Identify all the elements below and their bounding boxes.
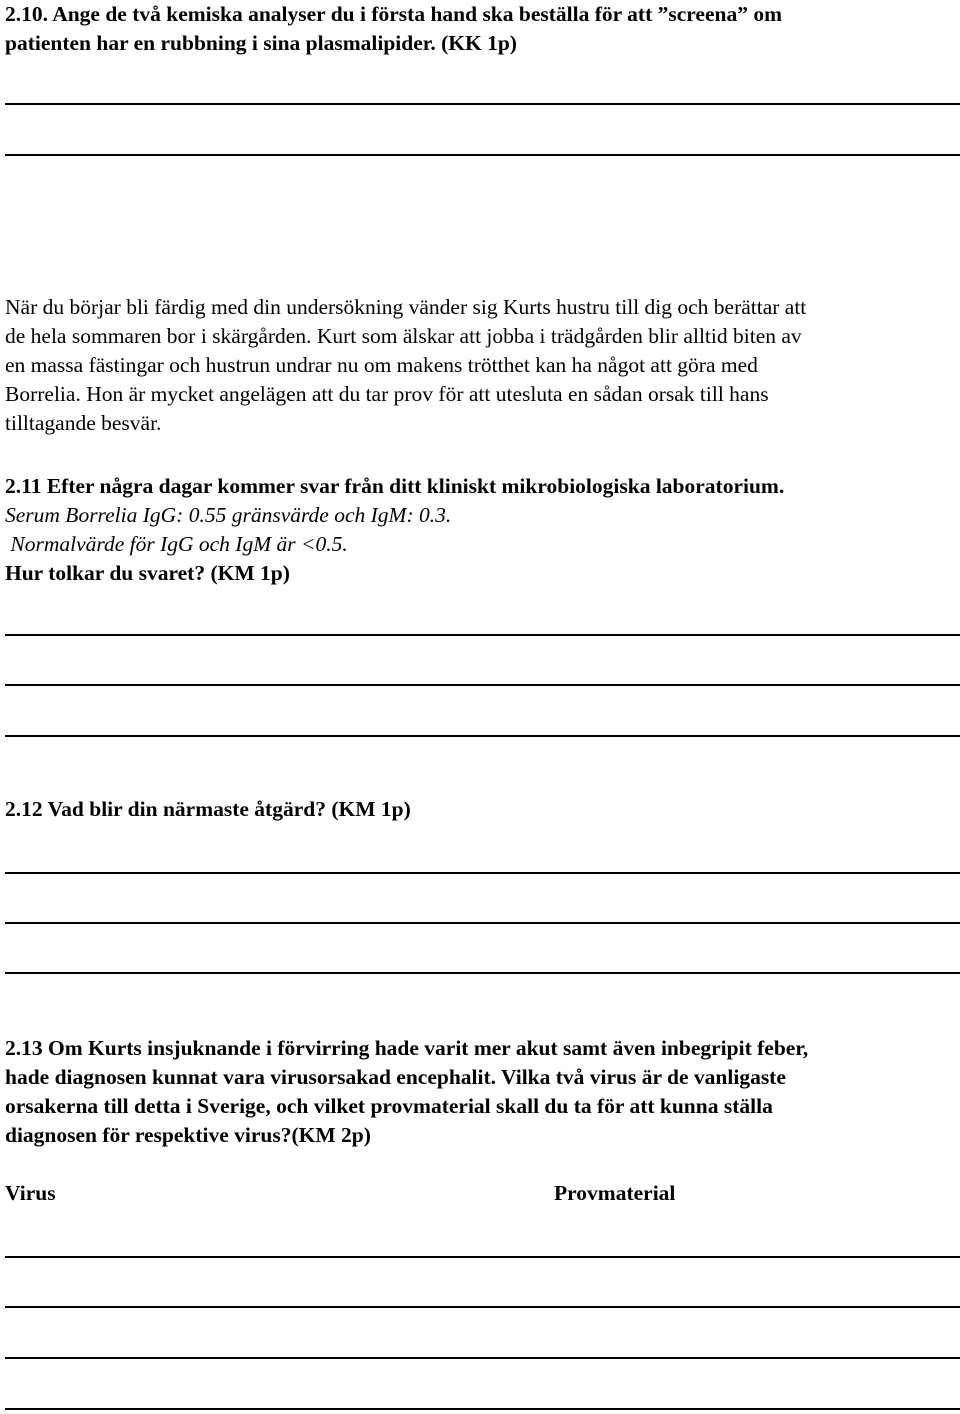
answer-line-2-13-4[interactable] bbox=[5, 1408, 960, 1410]
answer-line-2-10-2[interactable] bbox=[5, 154, 960, 156]
answer-line-2-13-1[interactable] bbox=[5, 1256, 960, 1258]
scenario-line: tilltagande besvär. bbox=[5, 411, 162, 435]
scenario-line: de hela sommaren bor i skärgården. Kurt som älskar att jobba i trädgården blir alltid biten av bbox=[5, 324, 802, 348]
question-2-13-line: 2.13 Om Kurts insjuknande i förvirring hade varit mer akut samt även inbegripit feber, bbox=[5, 1036, 809, 1060]
answer-line-2-12-3[interactable] bbox=[5, 972, 960, 974]
answer-line-2-12-2[interactable] bbox=[5, 922, 960, 924]
answer-line-2-13-2[interactable] bbox=[5, 1306, 960, 1308]
lab-result: Serum Borrelia IgG: 0.55 gränsvärde och IgM: 0.3. bbox=[5, 503, 452, 527]
scenario-paragraph bbox=[5, 293, 955, 438]
answer-line-2-13-3[interactable] bbox=[5, 1357, 960, 1359]
answer-line-2-12-1[interactable] bbox=[5, 872, 960, 874]
answer-line-2-10-1[interactable] bbox=[5, 103, 960, 105]
question-2-11-question: Hur tolkar du svaret? (KM 1p) bbox=[5, 561, 290, 585]
question-2-13 bbox=[5, 1034, 955, 1150]
question-2-11-heading: 2.11 Efter några dagar kommer svar från ditt kliniskt mikrobiologiska laboratorium. bbox=[5, 474, 785, 498]
answer-line-2-11-3[interactable] bbox=[5, 735, 960, 737]
question-2-12: 2.12 Vad blir din närmaste åtgärd? (KM 1p) bbox=[5, 797, 411, 821]
question-2-10-line-2: patienten har en rubbning i sina plasmalipider. (KK 1p) bbox=[5, 31, 517, 55]
scenario-line: en massa fästingar och hustrun undrar nu om makens trötthet kan ha något att göra med bbox=[5, 353, 758, 377]
question-2-13-line: diagnosen för respektive virus?(KM 2p) bbox=[5, 1123, 371, 1147]
question-2-13-line: orsakerna till detta i Sverige, och vilket provmaterial skall du ta för att kunna ställa bbox=[5, 1094, 773, 1118]
scenario-line: Borrelia. Hon är mycket angelägen att du tar prov för att utesluta en sådan orsak till hans bbox=[5, 382, 769, 406]
column-header-virus: Virus bbox=[5, 1181, 56, 1205]
answer-line-2-11-2[interactable] bbox=[5, 684, 960, 686]
answer-line-2-11-1[interactable] bbox=[5, 634, 960, 636]
column-header-provmaterial: Provmaterial bbox=[554, 1181, 676, 1205]
question-2-10-line-1: 2.10. Ange de två kemiska analyser du i första hand ska beställa för att ”screena” om bbox=[5, 2, 783, 26]
normal-value: Normalvärde för IgG och IgM är <0.5. bbox=[5, 532, 348, 556]
question-2-13-line: hade diagnosen kunnat vara virusorsakad encephalit. Vilka två virus är de vanligaste bbox=[5, 1065, 786, 1089]
scenario-line: När du börjar bli färdig med din undersökning vänder sig Kurts hustru till dig och berättar att bbox=[5, 295, 807, 319]
